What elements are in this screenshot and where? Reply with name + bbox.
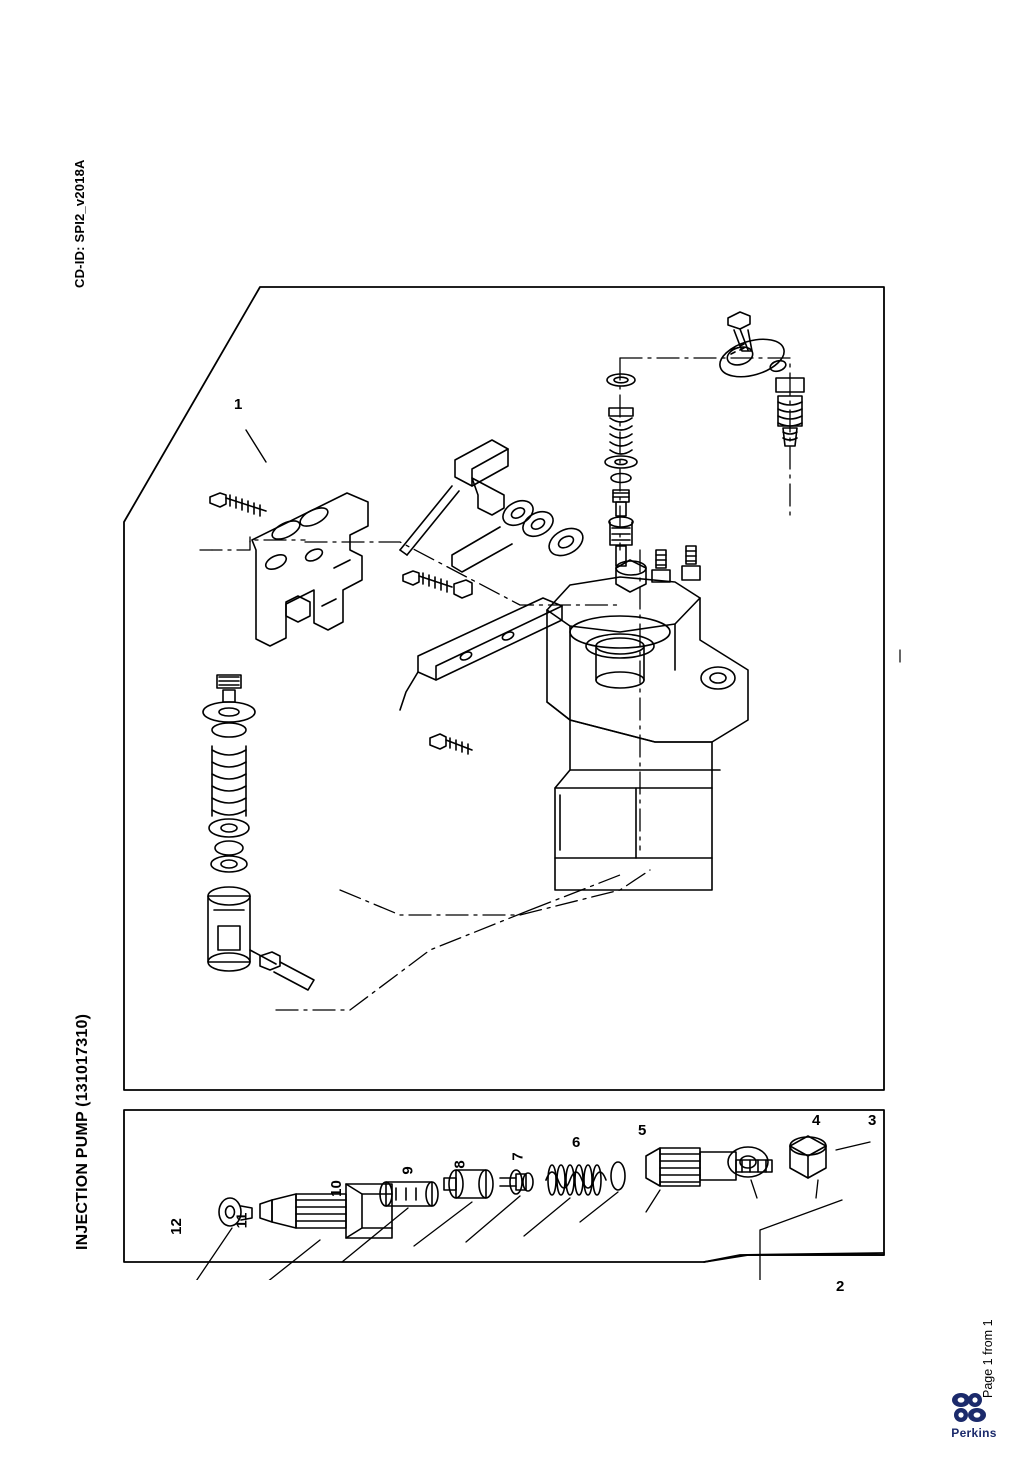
page-count-label: Page 1 from 1 [981, 1319, 995, 1398]
callout-12: 12 [167, 1218, 185, 1235]
exploded-parts-diagram [100, 250, 910, 1295]
perkins-logo-mark [948, 1391, 1000, 1425]
perkins-logo-text: Perkins [951, 1426, 997, 1440]
callout-10: 10 [327, 1180, 345, 1197]
callout-3: 3 [868, 1112, 877, 1129]
callout-11: 11 [233, 1212, 251, 1229]
callout-1: 1 [234, 396, 243, 413]
cd-id-label: CD-ID: SPI2_v2018A [72, 159, 87, 288]
callout-2: 2 [836, 1278, 845, 1295]
callout-5: 5 [638, 1122, 647, 1139]
callout-9: 9 [399, 1166, 417, 1175]
callout-6: 6 [572, 1134, 581, 1151]
page-title: INJECTION PUMP (131017310) [74, 1013, 91, 1250]
callout-8: 8 [451, 1160, 469, 1169]
callout-7: 7 [509, 1152, 527, 1161]
callout-4: 4 [812, 1112, 821, 1129]
perkins-logo [937, 1391, 1011, 1443]
